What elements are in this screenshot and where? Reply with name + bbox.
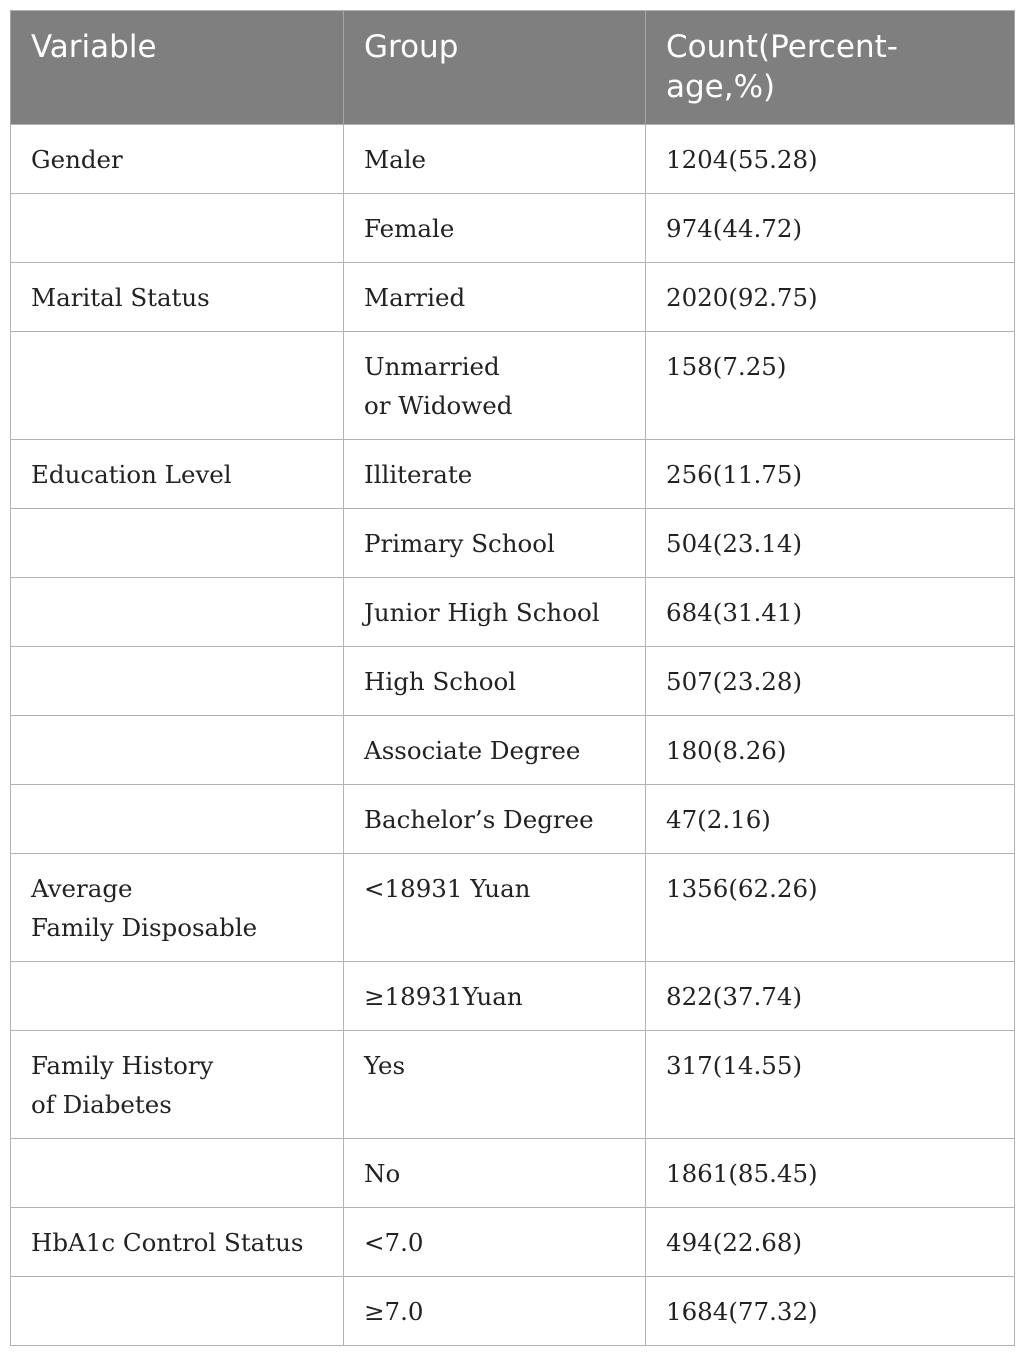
header-row [11, 11, 1015, 125]
cell-group: Bachelor’s Degree [344, 785, 646, 854]
header-group: Group [344, 11, 646, 125]
cell-variable: HbA1c Control Status [11, 1208, 344, 1277]
cell-variable [11, 716, 344, 785]
table-row [11, 1031, 1015, 1139]
cell-count: 158(7.25) [646, 332, 1015, 440]
table-row [11, 440, 1015, 509]
table-row [11, 332, 1015, 440]
cell-count: 1204(55.28) [646, 125, 1015, 194]
table-row [11, 194, 1015, 263]
cell-group: Married [344, 263, 646, 332]
cell-count: 494(22.68) [646, 1208, 1015, 1277]
header-variable: Variable [11, 11, 344, 125]
header-count: Count(Percent- age,%) [646, 11, 1015, 125]
cell-group: Male [344, 125, 646, 194]
cell-group: Primary School [344, 509, 646, 578]
cell-group: Yes [344, 1031, 646, 1139]
table-row [11, 647, 1015, 716]
table-row [11, 716, 1015, 785]
cell-variable [11, 1139, 344, 1208]
cell-variable [11, 647, 344, 716]
table-row [11, 962, 1015, 1031]
cell-group: Female [344, 194, 646, 263]
table-row [11, 509, 1015, 578]
table-row [11, 578, 1015, 647]
table-row [11, 125, 1015, 194]
cell-count: 507(23.28) [646, 647, 1015, 716]
cell-count: 317(14.55) [646, 1031, 1015, 1139]
cell-count: 2020(92.75) [646, 263, 1015, 332]
cell-count: 1684(77.32) [646, 1277, 1015, 1346]
demographics-table [10, 10, 1015, 1346]
table-row [11, 1139, 1015, 1208]
cell-variable: Gender [11, 125, 344, 194]
cell-variable: Average Family Disposable [11, 854, 344, 962]
table-row [11, 854, 1015, 962]
cell-count: 47(2.16) [646, 785, 1015, 854]
cell-variable [11, 962, 344, 1031]
cell-variable [11, 194, 344, 263]
cell-variable [11, 578, 344, 647]
cell-group: Unmarried or Widowed [344, 332, 646, 440]
table-body [11, 125, 1015, 1346]
cell-variable: Marital Status [11, 263, 344, 332]
cell-count: 822(37.74) [646, 962, 1015, 1031]
cell-group: Associate Degree [344, 716, 646, 785]
demographics-table-container [10, 10, 1014, 1346]
cell-count: 1356(62.26) [646, 854, 1015, 962]
table-row [11, 1208, 1015, 1277]
cell-group: High School [344, 647, 646, 716]
cell-group: Junior High School [344, 578, 646, 647]
cell-variable [11, 1277, 344, 1346]
cell-variable: Education Level [11, 440, 344, 509]
cell-count: 974(44.72) [646, 194, 1015, 263]
cell-group: ≥18931Yuan [344, 962, 646, 1031]
cell-variable: Family History of Diabetes [11, 1031, 344, 1139]
cell-variable [11, 785, 344, 854]
cell-count: 504(23.14) [646, 509, 1015, 578]
cell-count: 180(8.26) [646, 716, 1015, 785]
cell-group: <7.0 [344, 1208, 646, 1277]
table-row [11, 263, 1015, 332]
cell-count: 1861(85.45) [646, 1139, 1015, 1208]
cell-group: ≥7.0 [344, 1277, 646, 1346]
table-row [11, 785, 1015, 854]
cell-group: Illiterate [344, 440, 646, 509]
cell-group: <18931 Yuan [344, 854, 646, 962]
cell-variable [11, 332, 344, 440]
cell-variable [11, 509, 344, 578]
cell-count: 684(31.41) [646, 578, 1015, 647]
cell-count: 256(11.75) [646, 440, 1015, 509]
table-row [11, 1277, 1015, 1346]
table-header [11, 11, 1015, 125]
cell-group: No [344, 1139, 646, 1208]
